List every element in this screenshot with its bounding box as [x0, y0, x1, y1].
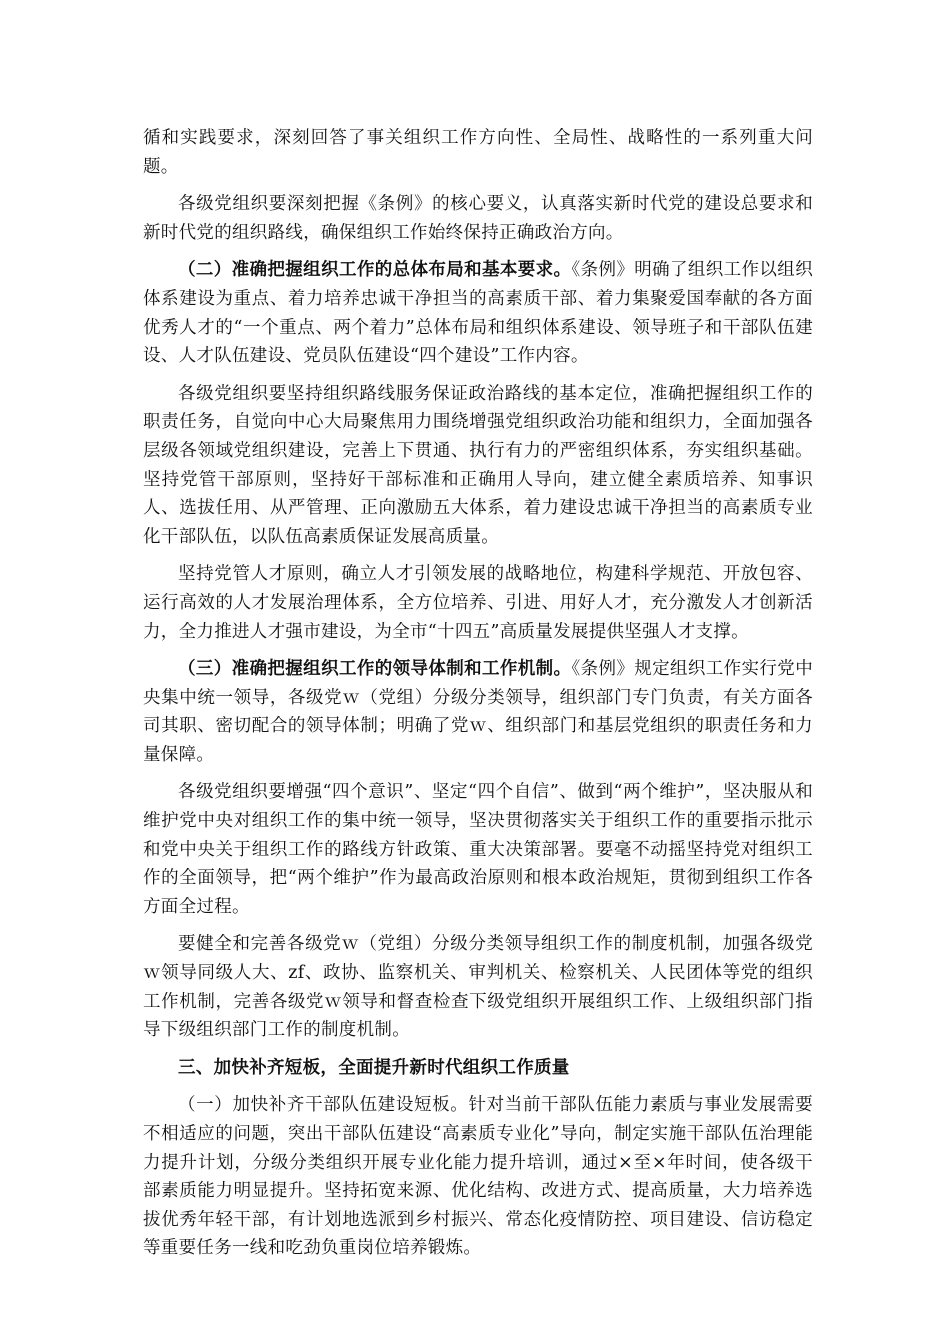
paragraph-institutional-mechanism: 要健全和完善各级党ｗ（党组）分级分类领导组织工作的制度机制，加强各级党ｗ领导同级人大、zf、政协、监察机关、审判机关、检察机关、人民团体等党的组织工作机制，完善各级党ｗ领导和督查检查下级党组织开展组织工作、上级组织部门指导下级组织部门工作的制度机制。	[143, 934, 813, 1041]
paragraph-core-requirements: 各级党组织要深刻把握《条例》的核心要义，认真落实新时代党的建设总要求和新时代党的组织路线，确保组织工作始终保持正确政治方向。	[143, 194, 813, 243]
paragraph-overall-layout-body: 《条例》明确了组织工作以组织体系建设为重点、着力培养忠诚干净担当的高素质干部、着力集聚爱国奉献的各方面优秀人才的“一个重点、两个着力”总体布局和组织体系建设、领导班子和干部队伍建设、人才队伍建设、党员队伍建设“四个建设”工作内容。	[143, 260, 813, 367]
section-heading-three: 三、加快补齐短板，全面提升新时代组织工作质量	[178, 1057, 570, 1078]
paragraph-four-consciousness: 各级党组织要增强“四个意识”、坚定“四个自信”、做到“两个维护”，坚决服从和维护党中央对组织工作的集中统一领导，坚决贯彻落实关于组织工作的重要指示批示和党中央关于组织工作的路线方针政策、重大决策部署。要毫不动摇坚持党对组织工作的全面领导，把“两个维护”作为最高政治原则和根本政治规矩，贯彻到组织工作各方面全过程。	[143, 782, 813, 917]
paragraph-organization-route: 各级党组织要坚持组织路线服务保证政治路线的基本定位，准确把握组织工作的职责任务，自觉向中心大局聚焦用力围绕增强党组织政治功能和组织力，全面加强各层级各领域党组织建设，完善上下贯通、执行有力的严密组织体系，夯实组织基础。坚持党管干部原则，坚持好干部标准和正确用人导向，建立健全素质培养、知事识人、选拔任用、从严管理、正向激励五大体系，着力建设忠诚干净担当的高素质专业化干部队伍，以队伍高素质保证发展高质量。	[143, 383, 813, 547]
paragraph-continuation: 循和实践要求，深刻回答了事关组织工作方向性、全局性、战略性的一系列重大问题。	[143, 128, 813, 177]
paragraph-overall-layout	[143, 256, 813, 370]
document-page	[143, 124, 813, 1272]
paragraph-talent-principle: 坚持党管人才原则，确立人才引领发展的战略地位，构建科学规范、开放包容、运行高效的人才发展治理体系，全方位培养、引进、用好人才，充分激发人才创新活力，全力推进人才强市建设，为全市“十四五”高质量发展提供坚强人才支撑。	[143, 564, 813, 642]
subheading-overall-layout: （二）准确把握组织工作的总体布局和基本要求。	[178, 260, 572, 281]
paragraph-cadre-shortboard: （一）加快补齐干部队伍建设短板。针对当前干部队伍能力素质与事业发展需要不相适应的问题，突出干部队伍建设“高素质专业化”导向，制定实施干部队伍治理能力提升计划，分级分类组织开展专业化能力提升培训，通过×至×年时间，使各级干部素质能力明显提升。坚持拓宽来源、优化结构、改进方式、提高质量，大力培养选拔优秀年轻干部，有计划地选派到乡村振兴、常态化疫情防控、项目建设、信访稳定等重要任务一线和吃劲负重岗位培养锻炼。	[143, 1095, 813, 1259]
subheading-leadership-system: （三）准确把握组织工作的领导体制和工作机制。	[178, 659, 572, 680]
paragraph-leadership-system	[143, 655, 813, 769]
paragraph-leadership-system-body: 《条例》规定组织工作实行党中央集中统一领导，各级党ｗ（党组）分级分类领导，组织部门专门负责，有关方面各司其职、密切配合的领导体制；明确了党ｗ、组织部门和基层党组织的职责任务和力量保障。	[143, 659, 813, 765]
